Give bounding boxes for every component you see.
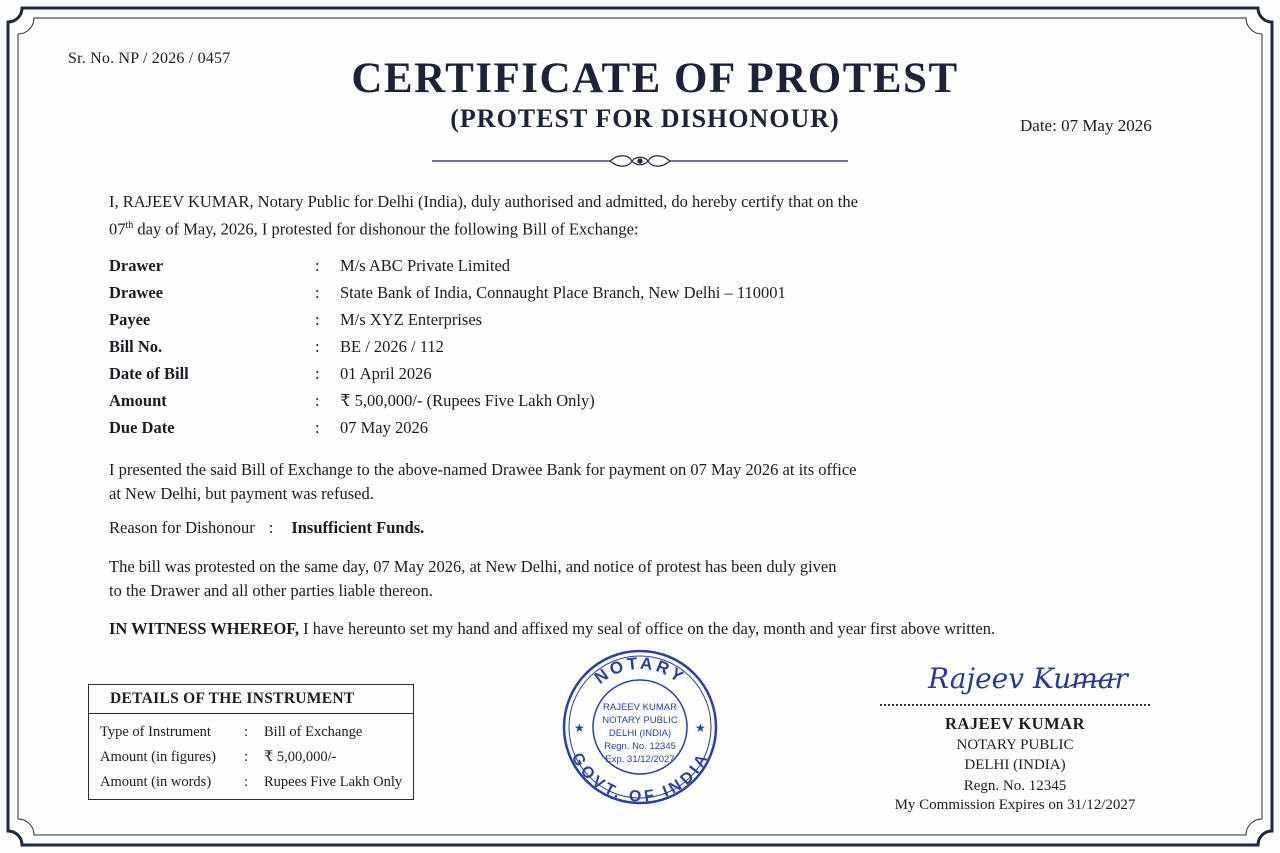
protest-line-2: to the Drawer and all other parties liable thereon. [109, 581, 433, 600]
signature-text: Rajeev Kumar [928, 662, 1128, 695]
certificate-subtitle: (PROTEST FOR DISHONOUR) [450, 104, 840, 133]
reason-for-dishonour [109, 518, 424, 538]
detail-label: Amount [109, 391, 167, 410]
signature-line [880, 704, 1150, 706]
instrument-box-title: DETAILS OF THE INSTRUMENT [110, 690, 355, 707]
detail-value: State Bank of India, Connaught Place Branch, New Delhi – 110001 [340, 283, 786, 302]
detail-label: Payee [109, 310, 151, 329]
reason-label: Reason for Dishonour [109, 518, 255, 537]
detail-value: BE / 2026 / 112 [340, 337, 444, 356]
seal-line: Regn. No. 12345 [604, 741, 676, 752]
instrument-label: Amount (in figures) [100, 749, 216, 765]
detail-value: M/s XYZ Enterprises [340, 310, 483, 329]
instrument-colon: : [244, 774, 249, 790]
seal-top-text: NOTARY [590, 653, 690, 688]
seal-line: Exp. 31/12/2027 [605, 754, 675, 765]
title-divider [432, 156, 848, 167]
detail-value: 07 May 2026 [340, 418, 428, 437]
instrument-value: Bill of Exchange [264, 724, 363, 740]
handwritten-signature [920, 652, 1130, 704]
detail-value: ₹ 5,00,000/- (Rupees Five Lakh Only) [340, 391, 595, 410]
detail-label: Bill No. [109, 337, 163, 356]
detail-colon: : [315, 310, 320, 329]
instrument-value: ₹ 5,00,000/- [264, 749, 337, 765]
detail-colon: : [315, 256, 320, 275]
detail-colon: : [315, 418, 320, 437]
intro-day: 07 [109, 219, 126, 239]
notary-name: RAJEEV KUMAR [945, 714, 1085, 733]
detail-label: Date of Bill [109, 364, 189, 383]
detail-label: Due Date [109, 418, 175, 437]
notary-commission-expiry: My Commission Expires on 31/12/2027 [894, 797, 1136, 813]
detail-colon: : [315, 364, 320, 383]
certificate-title: CERTIFICATE OF PROTEST [351, 55, 959, 102]
detail-label: Drawee [109, 283, 164, 302]
intro-line-1: I, RAJEEV KUMAR, Notary Public for Delhi (India), duly authorised and admitted, do hereby certify that on the [109, 192, 858, 211]
instrument-value: Rupees Five Lakh Only [264, 774, 403, 790]
intro-day-suffix: th [125, 220, 134, 231]
reason-colon: : [268, 518, 274, 537]
notary-registration: Regn. No. 12345 [963, 778, 1067, 794]
presentment-paragraph [109, 458, 856, 506]
notary-seal [560, 647, 720, 807]
intro-paragraph [109, 190, 858, 242]
detail-colon: : [315, 283, 320, 302]
seal-bottom-text: GOVT. OF INDIA [567, 750, 713, 806]
instrument-label: Type of Instrument [100, 724, 211, 740]
detail-value: 01 April 2026 [340, 364, 432, 383]
star-icon: ★ [574, 721, 585, 735]
detail-label: Drawer [109, 256, 164, 275]
instrument-box-header [89, 685, 413, 714]
protest-paragraph [109, 555, 837, 603]
instrument-colon: : [244, 749, 249, 765]
notary-location: DELHI (INDIA) [964, 757, 1066, 773]
witness-text: I have hereunto set my hand and affixed my seal of office on the day, month and year first above written. [298, 619, 996, 638]
witness-paragraph [109, 617, 995, 641]
presentment-line-2: at New Delhi, but payment was refused. [109, 484, 374, 503]
instrument-details-box [88, 684, 414, 800]
serial-number: Sr. No. NP / 2026 / 0457 [68, 50, 231, 67]
instrument-label: Amount (in words) [100, 774, 212, 790]
certificate-date: Date: 07 May 2026 [1020, 116, 1152, 135]
detail-value: M/s ABC Private Limited [340, 256, 511, 275]
instrument-colon: : [244, 724, 249, 740]
seal-line: NOTARY PUBLIC [602, 715, 678, 726]
witness-lead: IN WITNESS WHEREOF, [109, 619, 299, 638]
intro-line-2-text: day of May, 2026, I protested for dishonour the following Bill of Exchange: [133, 219, 639, 239]
presentment-line-1: I presented the said Bill of Exchange to the above-named Drawee Bank for payment on 07 May 2026 at its office [109, 460, 857, 479]
detail-colon: : [315, 391, 320, 410]
protest-line-1: The bill was protested on the same day, 07 May 2026, at New Delhi, and notice of protest has been duly given [109, 557, 837, 576]
reason-value: Insufficient Funds. [291, 518, 425, 537]
seal-line: RAJEEV KUMAR [603, 702, 677, 713]
detail-colon: : [315, 337, 320, 356]
star-icon: ★ [695, 721, 706, 735]
notary-role: NOTARY PUBLIC [956, 737, 1074, 753]
seal-line: DELHI (INDIA) [608, 728, 672, 739]
intro-line-2 [109, 214, 858, 242]
